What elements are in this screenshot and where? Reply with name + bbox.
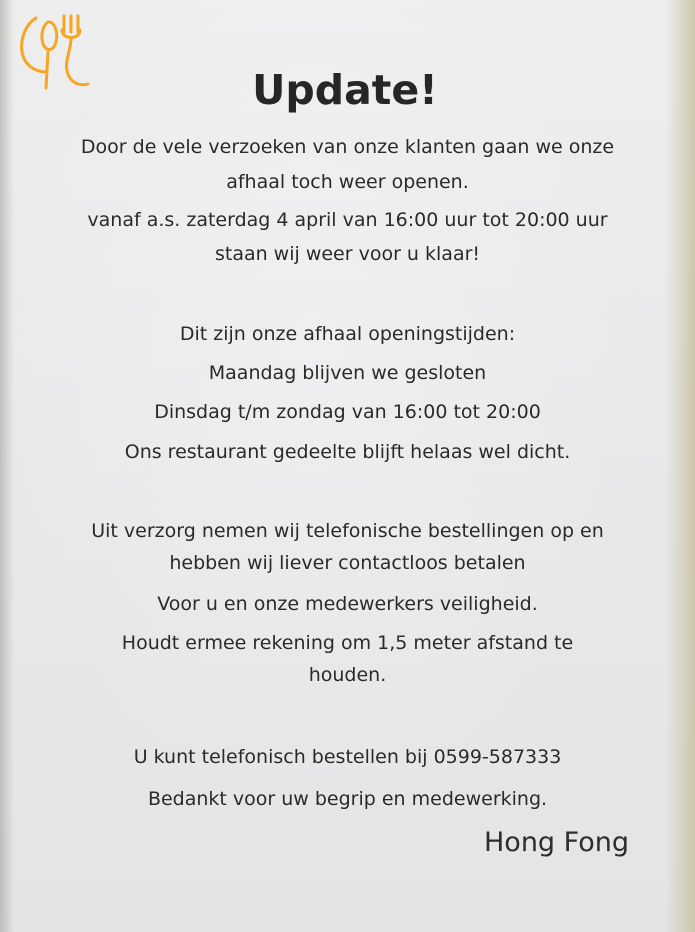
intro-line-2: afhaal toch weer openen.	[226, 171, 469, 193]
precaution-line-2: hebben wij liever contactloos betalen	[169, 552, 526, 574]
precaution-line-1: Uit verzorg nemen wij telefonische bestellingen op en	[91, 520, 604, 542]
precaution-line-4: Houdt ermee rekening om 1,5 meter afstand te	[121, 632, 574, 654]
notice-title: Update!	[252, 66, 438, 114]
hours-tuesday-sunday: Dinsdag t/m zondag van 16:00 tot 20:00	[154, 401, 541, 423]
intro-line-1: Door de vele verzoeken van onze klanten gaan we onze	[80, 136, 615, 158]
thanks-line: Bedankt voor uw begrip en medewerking.	[147, 788, 548, 810]
precaution-line-5: houden.	[308, 664, 387, 686]
restaurant-closed-line: Ons restaurant gedeelte blijft helaas wel dicht.	[124, 441, 571, 463]
hours-monday: Maandag blijven we gesloten	[208, 362, 487, 384]
reopen-line-2: staan wij weer voor u klaar!	[214, 243, 481, 265]
precaution-line-3: Voor u en onze medewerkers veiligheid.	[157, 593, 538, 615]
signature: Hong Fong	[484, 827, 629, 858]
phone-order-line: U kunt telefonisch bestellen bij 0599-587333	[133, 746, 562, 768]
reopen-line-1: vanaf a.s. zaterdag 4 april van 16:00 uur tot 20:00 uur	[87, 209, 608, 231]
hours-heading: Dit zijn onze afhaal openingstijden:	[179, 323, 516, 345]
